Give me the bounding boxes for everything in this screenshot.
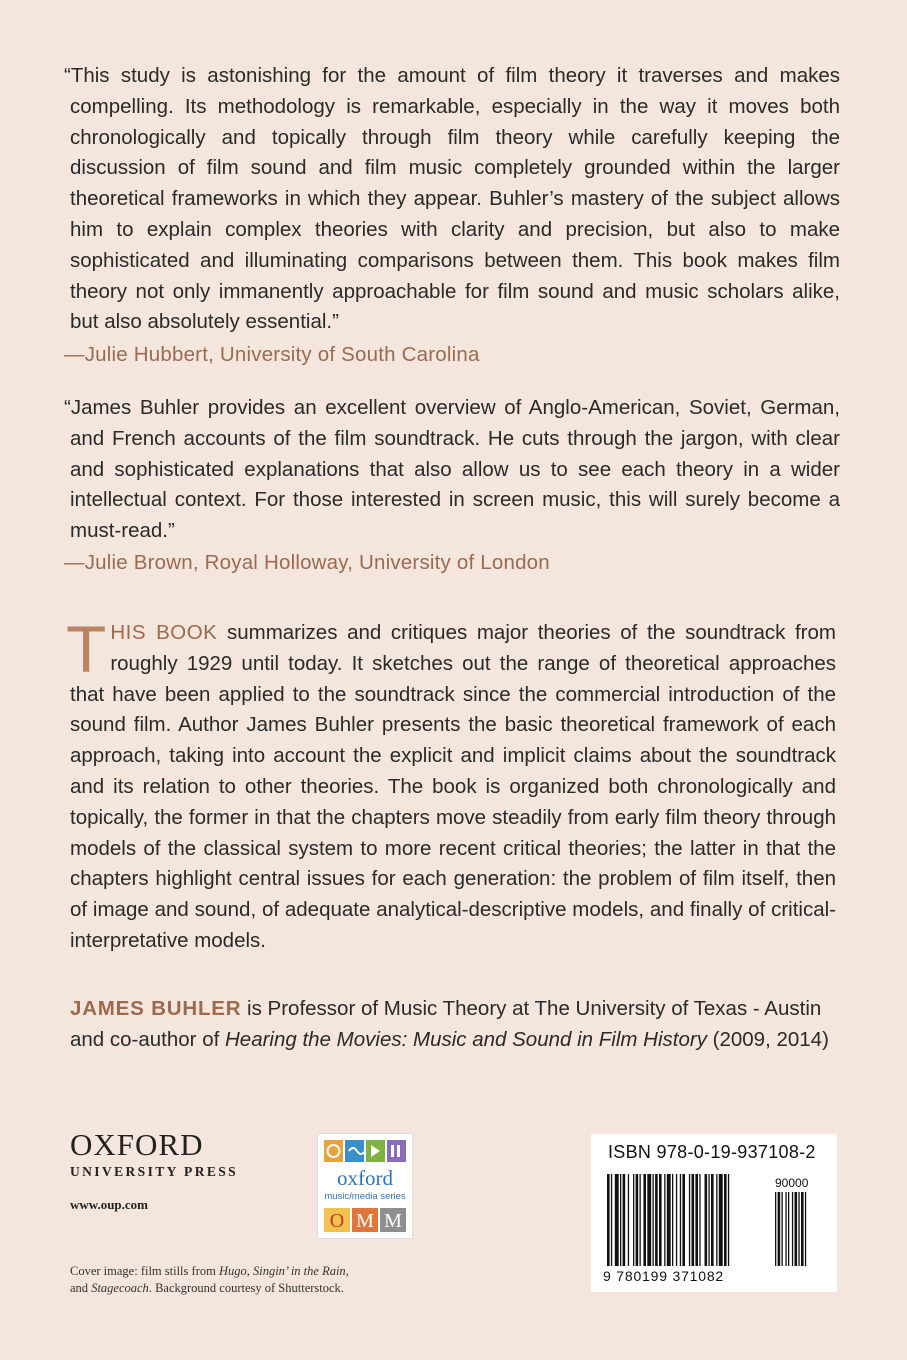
series-logo-graphic xyxy=(318,1134,412,1238)
publisher-name: OXFORD xyxy=(70,1127,204,1162)
series-logo-bars-icon xyxy=(387,1140,406,1162)
author-name: JAMES BUHLER xyxy=(70,997,242,1020)
publisher-url: www.oup.com xyxy=(70,1197,149,1212)
review-quote-1-attribution: —Julie Hubbert, University of South Carolina xyxy=(64,343,480,366)
bio-book-title: Hearing the Movies: Music and Sound in Film History xyxy=(225,1028,707,1051)
cover-credit-line2-prefix: and xyxy=(70,1281,92,1295)
book-summary xyxy=(66,612,836,957)
cover-credit-film-3: Stagecoach xyxy=(91,1281,149,1295)
cover-credit-sep-1: , xyxy=(246,1264,253,1278)
review-quote-1 xyxy=(64,61,840,338)
summary-text: summarizes and critiques major theories of the soundtrack from roughly 1929 until today. It sketches out the range of theoretical approaches that have been applied to the soundtrack since the commercial introduction of the sound film. Author James Buhler presents the basic theoretical framework of each approach, taking into account the explicit and implicit claims about the soundtrack and its relation to other theories. The book is organized both chronologically and topically, the former in that the chapters move steadily from early film theory through models of the classical system to more recent critical theories; the latter in that the chapters highlight central issues for each generation: the problem of film itself, then of image and sound, of adequate analytical-descriptive models, and finally of critical-interpretative models. xyxy=(70,621,836,952)
review-quote-1-text: “This study is astonishing for the amount of film theory it traverses and makes compelling. Its methodology is remarkable, especially in the way it moves both chronologically and topically through film theory while carefully keeping the discussion of film sound and film music completely grounded within the larger theoretical frameworks in which they appear. Buhler’s mastery of the subject allows him to explain complex theories with clarity and precision, but also to make sophisticated and illuminating comparisons between them. This book makes film theory not only immanently approachable for film sound and music scholars alike, but also absolutely essential.” xyxy=(64,64,840,334)
cover-credit-film-2: Singin’ in the Rain xyxy=(252,1264,346,1278)
series-logo-wave-icon xyxy=(345,1140,364,1162)
drop-cap: T xyxy=(66,612,107,686)
barcode-addon-digits: 90000 xyxy=(775,1176,809,1190)
publisher-logo xyxy=(70,1127,239,1180)
barcode-panel xyxy=(591,1134,837,1292)
cover-credit-prefix: Cover image: film stills from xyxy=(70,1264,219,1278)
cover-credit-sep-2: , xyxy=(345,1264,349,1278)
review-quote-2-text: “James Buhler provides an excellent overview of Anglo-American, Soviet, German, and French accounts of the film soundtrack. He cuts through the jargon, with clear and sophisticated explanations that also allow us to see each theory in a wider intellectual context. For those interested in screen music, this will surely become a must-read.” xyxy=(64,396,840,543)
barcode-digits: 9 780199 371082 xyxy=(603,1268,724,1284)
review-quote-2-attribution: —Julie Brown, Royal Holloway, University of London xyxy=(64,551,550,574)
cover-credit xyxy=(70,1263,349,1297)
review-quote-2 xyxy=(64,393,840,547)
isbn-text: ISBN 978-0-19-937108-2 xyxy=(608,1142,816,1162)
summary-lead: HIS BOOK xyxy=(110,621,218,644)
publisher-subname: UNIVERSITY PRESS xyxy=(70,1164,239,1179)
series-logo-letter-o: O xyxy=(329,1210,345,1232)
series-logo-letter-m2: M xyxy=(384,1210,402,1232)
series-logo-word: oxford xyxy=(337,1166,393,1190)
series-logo-letter-m1: M xyxy=(356,1210,374,1232)
series-logo xyxy=(317,1133,413,1239)
series-logo-subtitle: music/media series xyxy=(324,1191,406,1202)
bio-text-2: (2009, 2014) xyxy=(706,1028,829,1051)
cover-credit-film-1: Hugo xyxy=(218,1264,247,1278)
author-bio xyxy=(70,993,840,1055)
bio-text-1: is Professor of Music Theory at The University of Texas - Austin and co-author of xyxy=(70,997,822,1051)
cover-credit-suffix: . Background courtesy of Shutterstock. xyxy=(148,1281,344,1295)
